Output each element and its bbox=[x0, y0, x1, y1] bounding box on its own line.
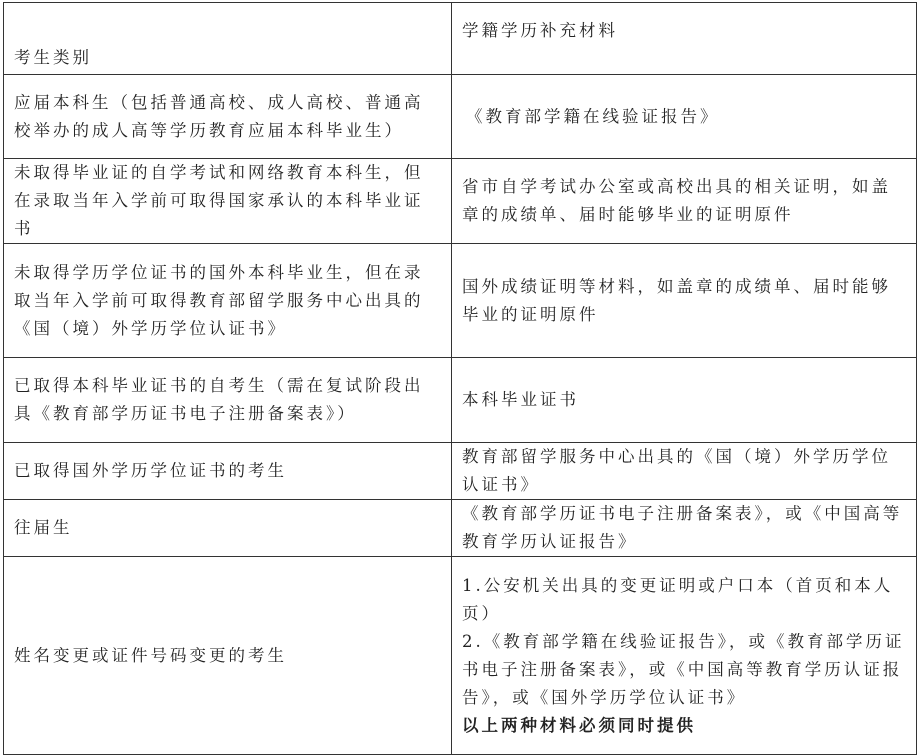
material-note: 以上两种材料必须同时提供 bbox=[462, 715, 696, 735]
table-row bbox=[4, 358, 917, 443]
table-row bbox=[4, 159, 917, 244]
material-item: 2.《教育部学籍在线验证报告》，或《教育部学历证书电子注册备案表》，或《中国高等教育学历认证报告》，或《国外学历学位认证书》 bbox=[462, 631, 905, 707]
material-cell: 教育部留学服务中心出具的《国（境）外学历学位认证书》 bbox=[452, 443, 917, 500]
category-cell: 已取得本科毕业证书的自考生（需在复试阶段出具《教育部学历证书电子注册备案表》） bbox=[4, 358, 452, 443]
material-cell: 本科毕业证书 bbox=[452, 358, 917, 443]
table-row bbox=[4, 75, 917, 159]
material-cell bbox=[452, 557, 917, 755]
category-cell: 已取得国外学历学位证书的考生 bbox=[4, 443, 452, 500]
category-cell: 未取得学历学位证书的国外本科毕业生，但在录取当年入学前可取得教育部留学服务中心出具的《国（境）外学历学位认证书》 bbox=[4, 244, 452, 358]
header-category: 考生类别 bbox=[4, 3, 452, 75]
category-cell: 姓名变更或证件号码变更的考生 bbox=[4, 557, 452, 755]
table-row bbox=[4, 557, 917, 755]
table-row bbox=[4, 244, 917, 358]
material-cell: 《教育部学历证书电子注册备案表》，或《中国高等教育学历认证报告》 bbox=[452, 500, 917, 557]
header-material: 学籍学历补充材料 bbox=[452, 3, 917, 75]
material-cell: 国外成绩证明等材料，如盖章的成绩单、届时能够毕业的证明原件 bbox=[452, 244, 917, 358]
materials-table bbox=[3, 2, 917, 755]
table-row bbox=[4, 443, 917, 500]
material-cell: 省市自学考试办公室或高校出具的相关证明，如盖章的成绩单、届时能够毕业的证明原件 bbox=[452, 159, 917, 244]
category-cell: 往届生 bbox=[4, 500, 452, 557]
header-row bbox=[4, 3, 917, 75]
category-cell: 应届本科生（包括普通高校、成人高校、普通高校举办的成人高等学历教育应届本科毕业生） bbox=[4, 75, 452, 159]
material-cell: 《教育部学籍在线验证报告》 bbox=[452, 75, 917, 159]
table-row bbox=[4, 500, 917, 557]
material-item: 1.公安机关出具的变更证明或户口本（首页和本人页） bbox=[462, 575, 894, 623]
category-cell: 未取得毕业证的自学考试和网络教育本科生，但在录取当年入学前可取得国家承认的本科毕业证书 bbox=[4, 159, 452, 244]
